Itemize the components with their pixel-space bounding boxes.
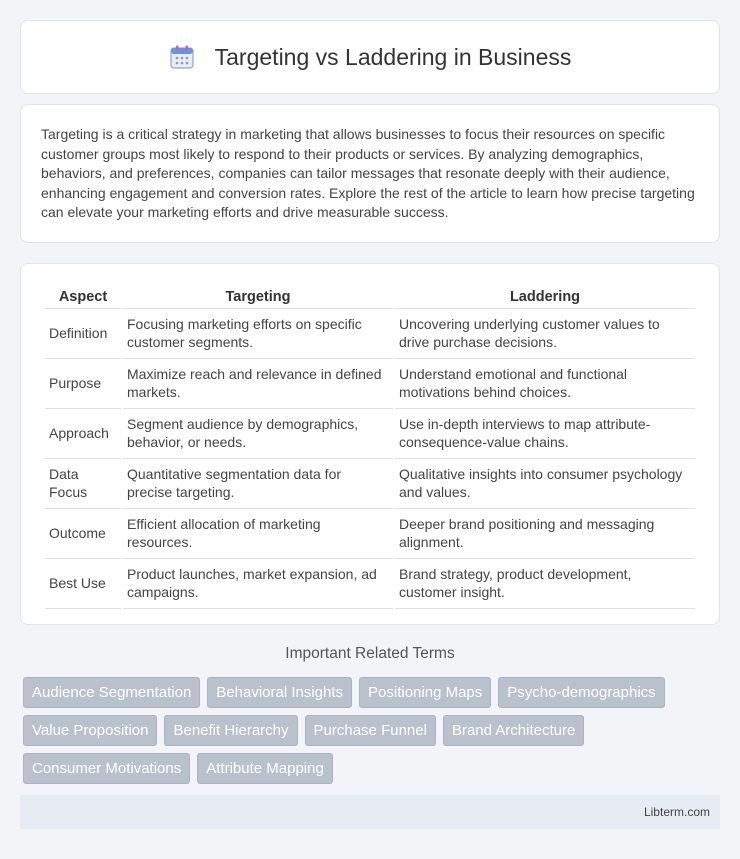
header-card bbox=[20, 20, 720, 94]
page-title: Targeting vs Laddering in Business bbox=[214, 43, 572, 70]
comparison-card bbox=[20, 263, 720, 625]
intro-text: Targeting is a critical strategy in marketing that allows businesses to focus their resources on specific customer groups most likely to respond to their products or services. By analyzing demographics, behaviors, and preferences, companies can tailor messages that resonate deeply with their audience, enhancing engagement and conversion rates. Explore the rest of the article to learn how precise targeting can elevate your marketing efforts and drive measurable success. bbox=[41, 126, 695, 220]
related-term-tag[interactable]: Purchase Funnel bbox=[305, 715, 436, 746]
intro-card bbox=[20, 104, 720, 243]
cell-laddering: Qualitative insights into consumer psychology and values. bbox=[395, 459, 695, 509]
cell-aspect: Best Use bbox=[45, 559, 121, 609]
related-term-tag[interactable]: Value Proposition bbox=[23, 715, 157, 746]
related-terms-list bbox=[23, 677, 723, 784]
footer bbox=[20, 795, 720, 829]
table-row bbox=[45, 359, 695, 409]
related-term-tag[interactable]: Audience Segmentation bbox=[23, 677, 200, 708]
cell-aspect: Outcome bbox=[45, 509, 121, 559]
cell-aspect: Definition bbox=[45, 309, 121, 359]
related-term-tag[interactable]: Attribute Mapping bbox=[197, 753, 333, 784]
cell-targeting: Focusing marketing efforts on specific customer segments. bbox=[123, 309, 393, 359]
header-targeting: Targeting bbox=[123, 286, 393, 309]
header-laddering: Laddering bbox=[395, 286, 695, 309]
related-term-tag[interactable]: Benefit Hierarchy bbox=[164, 715, 297, 746]
header-aspect: Aspect bbox=[45, 286, 121, 309]
related-term-tag[interactable]: Brand Architecture bbox=[443, 715, 584, 746]
related-term-tag[interactable]: Psycho-demographics bbox=[498, 677, 664, 708]
table-header-row bbox=[45, 286, 695, 309]
cell-targeting: Efficient allocation of marketing resources. bbox=[123, 509, 393, 559]
related-terms-title: Important Related Terms bbox=[285, 645, 455, 662]
calendar-icon bbox=[169, 44, 195, 70]
related-term-tag[interactable]: Consumer Motivations bbox=[23, 753, 190, 784]
cell-aspect: Purpose bbox=[45, 359, 121, 409]
cell-targeting: Segment audience by demographics, behavior, or needs. bbox=[123, 409, 393, 459]
related-term-tag[interactable]: Behavioral Insights bbox=[207, 677, 352, 708]
cell-targeting: Quantitative segmentation data for precise targeting. bbox=[123, 459, 393, 509]
cell-targeting: Product launches, market expansion, ad campaigns. bbox=[123, 559, 393, 609]
table-row bbox=[45, 309, 695, 359]
cell-laddering: Use in-depth interviews to map attribute-consequence-value chains. bbox=[395, 409, 695, 459]
cell-laddering: Understand emotional and functional motivations behind choices. bbox=[395, 359, 695, 409]
table-row bbox=[45, 459, 695, 509]
table-row bbox=[45, 409, 695, 459]
cell-aspect: Data Focus bbox=[45, 459, 121, 509]
cell-targeting: Maximize reach and relevance in defined markets. bbox=[123, 359, 393, 409]
table-row bbox=[45, 509, 695, 559]
comparison-table bbox=[43, 286, 697, 609]
footer-site-link[interactable]: Libterm.com bbox=[643, 805, 710, 819]
cell-aspect: Approach bbox=[45, 409, 121, 459]
cell-laddering: Uncovering underlying customer values to drive purchase decisions. bbox=[395, 309, 695, 359]
table-row bbox=[45, 559, 695, 609]
related-term-tag[interactable]: Positioning Maps bbox=[359, 677, 491, 708]
cell-laddering: Brand strategy, product development, customer insight. bbox=[395, 559, 695, 609]
cell-laddering: Deeper brand positioning and messaging alignment. bbox=[395, 509, 695, 559]
